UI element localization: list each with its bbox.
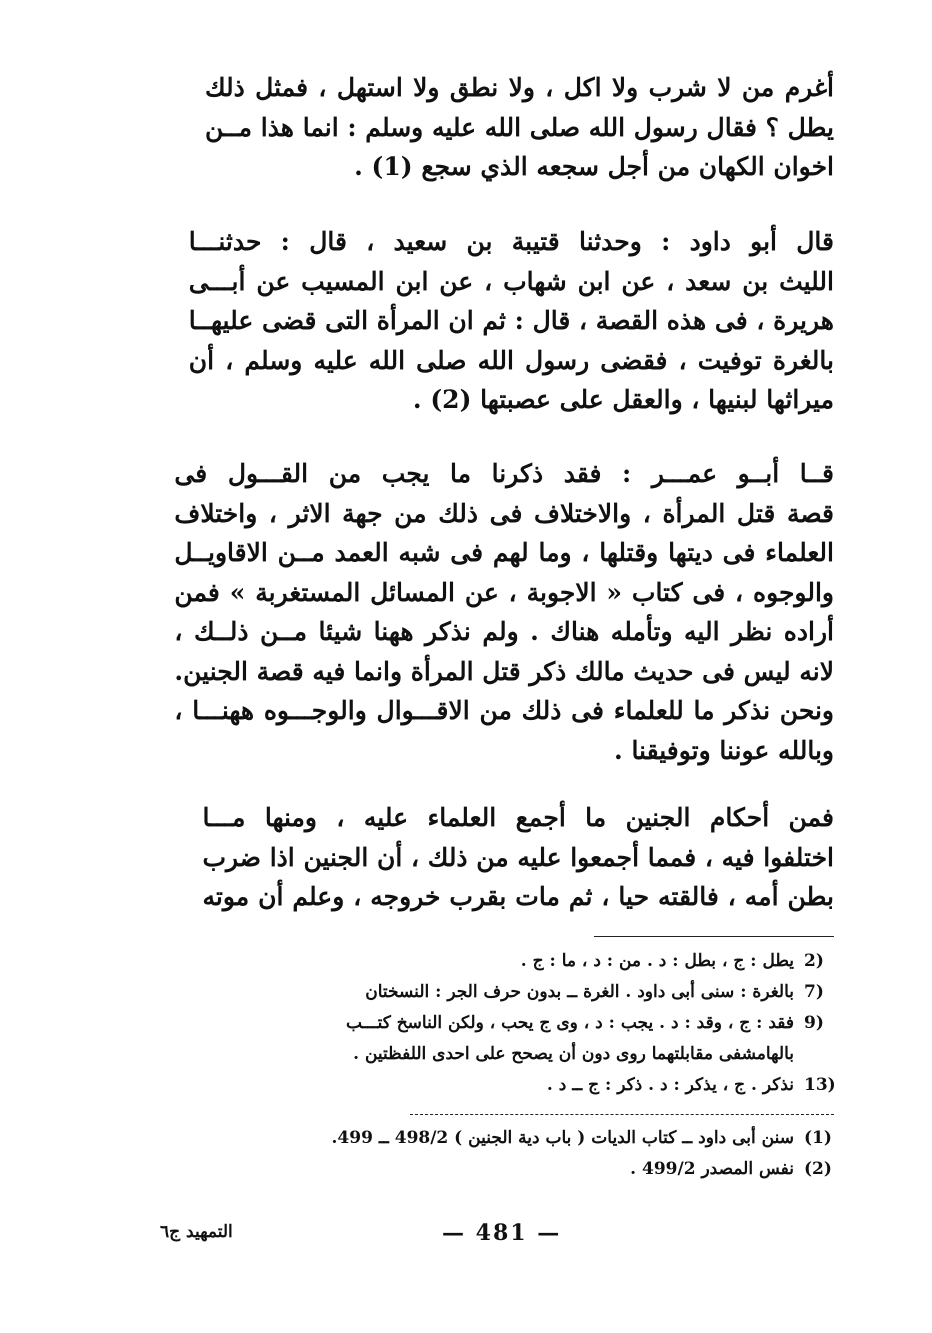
- text-line: يطل ؟ فقال رسول الله صلى الله عليه وسلم : انما هذا مــن: [204, 112, 834, 142]
- paragraph-3: [174, 454, 834, 770]
- footnote-divider: [410, 1114, 834, 1115]
- footnote: [160, 1123, 834, 1154]
- text-line: هريرة ، فى هذه القصة ، قال : ثم ان المرأة التى قضى عليهــا: [188, 306, 834, 335]
- footnote-text: بالغرة : سنى أبى داود . الغرة ــ بدون حرف الجر : النسختان: [365, 982, 794, 1002]
- text-line: وبالله عوننا وتوفيقنا .: [614, 735, 834, 765]
- source-notes: [160, 1123, 834, 1185]
- footnote-divider: [594, 936, 834, 937]
- paragraph-1: [205, 68, 834, 187]
- footnote-text: نذكر . ج ، يذكر : د . ذكر : ج ــ د .: [546, 1075, 794, 1095]
- paragraph-4: [202, 798, 834, 917]
- text-line: لانه ليس فى حديث مالك ذكر قتل المرأة وانما فيه قصة الجنين.: [174, 656, 834, 686]
- variant-notes: [160, 946, 834, 1101]
- book-reference: التمهيد ج٦: [160, 1222, 233, 1242]
- footnote-number: 9): [804, 1013, 824, 1033]
- text-line: اخوان الكهان من أجل سجعه الذي سجع (1) .: [354, 152, 834, 181]
- footnote-text: بالهامشفى مقابلتهما روى دون أن يصحح على احدى اللفظتين .: [353, 1044, 794, 1064]
- footnote-text: سنن أبى داود ــ كتاب الديات ( باب دية الجنين ) 498/2 ــ 499.: [331, 1128, 794, 1148]
- footnote: [160, 946, 834, 977]
- footnote: [160, 1154, 834, 1185]
- text-line: ميراثها لبنيها ، والعقل على عصبتها (2) .: [412, 385, 834, 414]
- footnote: [160, 1039, 834, 1070]
- text-line: أراده نظر اليه وتأمله هناك . ولم نذكر ههنا شيئا مــن ذلــك ،: [174, 617, 834, 646]
- footnote-text: نفس المصدر 499/2 .: [630, 1159, 794, 1179]
- text-line: فمن أحكام الجنين ما أجمع العلماء عليه ، ومنها مـــا: [202, 803, 834, 832]
- footnote-number: (2): [804, 1159, 832, 1179]
- footnote-number: 2): [804, 951, 824, 971]
- text-line: والوجوه ، فى كتاب « الاجوبة ، عن المسائل المستغربة » فمن: [174, 577, 834, 607]
- page-footer: [160, 1220, 834, 1260]
- text-line: اختلفوا فيه ، فمما أجمعوا عليه من ذلك ، أن الجنين اذا ضرب: [202, 842, 834, 872]
- footnote-text: يطل : ج ، بطل : د . من : د ، ما : ج .: [520, 951, 794, 971]
- text-line: بطن أمه ، فالقته حيا ، ثم مات بقرب خروجه ، وعلم أن موته: [202, 882, 834, 911]
- footnote-number: (1): [804, 1128, 832, 1148]
- text-line: العلماء فى ديتها وقتلها ، وما لهم فى شبه العمد مــن الاقاويــل: [174, 538, 834, 567]
- footnote-number: 13): [804, 1075, 836, 1095]
- footnote-number: [804, 1039, 834, 1070]
- footnote: [160, 1008, 834, 1039]
- paragraph-2: [189, 222, 834, 420]
- text-line: قصة قتل المرأة ، والاختلاف فى ذلك من جهة الاثر ، واختلاف: [174, 498, 834, 528]
- text-line: ونحن نذكر ما للعلماء فى ذلك من الاقـــوال والوجـــوه ههنـــا ،: [174, 696, 834, 725]
- footnote: [160, 1070, 834, 1101]
- text-line: قال أبو داود : وحدثنا قتيبة بن سعيد ، قال : حدثنـــا: [188, 227, 834, 256]
- text-line: بالغرة توفيت ، فقضى رسول الله صلى الله عليه وسلم ، أن: [188, 345, 834, 375]
- text-line: قــا أبــو عمـــر : فقد ذكرنا ما يجب من القـــول فى: [174, 459, 834, 488]
- footnote-number: 7): [804, 982, 824, 1002]
- footnote: [160, 977, 834, 1008]
- page-number: — 481 —: [442, 1220, 562, 1246]
- text-line: الليث بن سعد ، عن ابن شهاب ، عن ابن المسيب عن أبـــى: [188, 266, 834, 296]
- footnote-text: فقد : ج ، وقد : د . يجب : د ، وى ج يحب ، ولكن الناسخ كتـــب: [345, 1013, 794, 1033]
- text-line: أغرم من لا شرب ولا اكل ، ولا نطق ولا استهل ، فمثل ذلك: [204, 73, 834, 102]
